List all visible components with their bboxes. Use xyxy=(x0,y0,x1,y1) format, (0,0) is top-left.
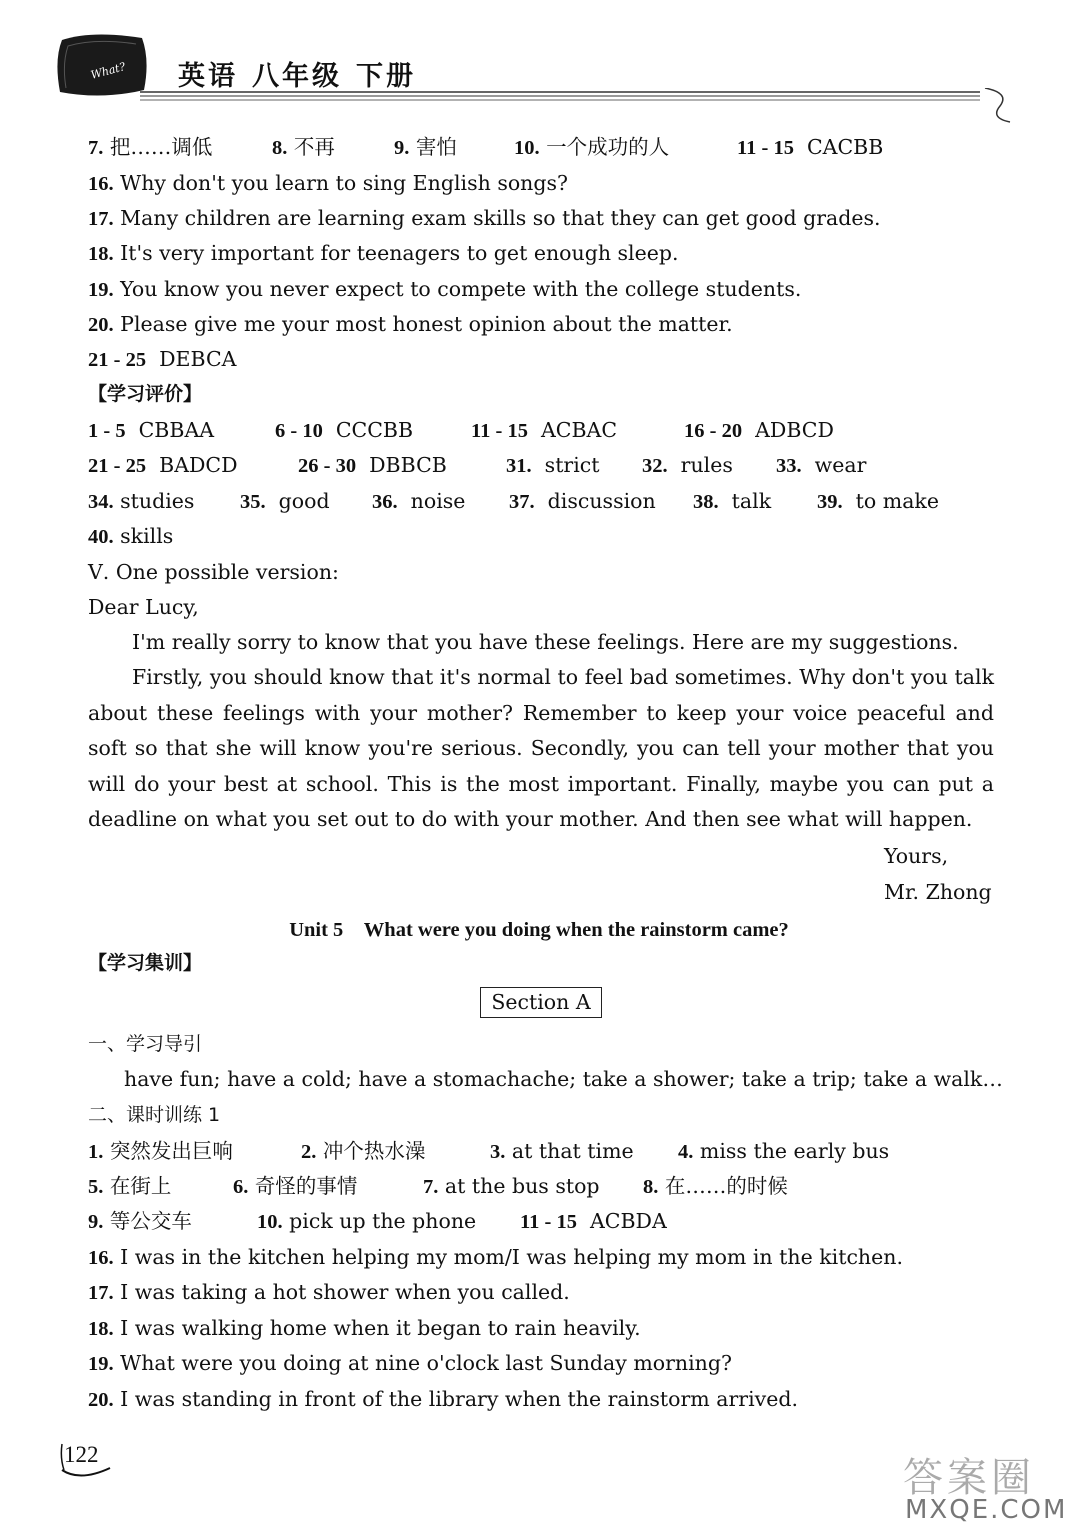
sentence-18: 18. I was walking home when it began to rain heavily. xyxy=(88,1316,641,1340)
unit-title: Unit 5 What were you doing when the rainstorm came? xyxy=(289,919,789,941)
section-label-evaluation: 【学习评价】 xyxy=(88,383,203,405)
header-badge-icon xyxy=(52,30,152,100)
watermark-logo: 答案圈 xyxy=(903,1455,1035,1501)
sentence-20: 20. Please give me your most honest opinion about the matter. xyxy=(88,312,733,336)
guide-text: have fun; have a cold; have a stomachache; take a shower; take a trip; take a walk… xyxy=(124,1067,1003,1091)
letter-greeting: Dear Lucy, xyxy=(88,595,199,619)
sentence-17: 17. I was taking a hot shower when you called. xyxy=(88,1280,570,1304)
letter-paragraph-2: Firstly, you should know that it's normal to feel bad sometimes. Why don't you talk about these feelings with your mother? Remember to keep your voice peaceful and soft so that she will know you're serious. Secondly, you can tell your mother that you will do your best at school. This is the most important. Finally, maybe you can put a deadline on what you set out to do with your mother. And then see what will happen. xyxy=(88,665,994,831)
answer-row-21-25: 21 - 25 DEBCA xyxy=(88,347,237,371)
page-number: 122 xyxy=(60,1440,116,1480)
sentence-17: 17. Many children are learning exam skills so that they can get good grades. xyxy=(88,206,881,230)
sentence-18: 18. It's very important for teenagers to get enough sleep. xyxy=(88,241,679,265)
svg-text:What?: What? xyxy=(89,60,127,82)
guide-label: 一、学习导引 xyxy=(88,1033,203,1055)
letter-signature: Mr. Zhong xyxy=(884,880,992,904)
letter-closing: Yours, xyxy=(884,844,949,868)
sentence-19: 19. What were you doing at nine o'clock last Sunday morning? xyxy=(88,1351,733,1375)
sentence-16: 16. Why don't you learn to sing English songs? xyxy=(88,171,569,195)
section-label-collect: 【学习集训】 xyxy=(88,952,203,974)
sentence-16: 16. I was in the kitchen helping my mom/I was helping my mom in the kitchen. xyxy=(88,1245,903,1269)
train-label: 二、课时训练 1 xyxy=(88,1104,221,1126)
page-header-title: 英语 八年级 下册 xyxy=(178,61,416,92)
header-rule-lines xyxy=(140,88,1020,124)
sentence-19: 19. You know you never expect to compete with the college students. xyxy=(88,277,802,301)
eval-row-4: 40. skills xyxy=(88,524,174,548)
writing-label: Ⅴ. One possible version: xyxy=(88,560,339,584)
letter-paragraph-1: I'm really sorry to know that you have these feelings. Here are my suggestions. xyxy=(132,630,959,654)
watermark-url: MXQE.COM xyxy=(905,1495,1068,1525)
section-a-box: Section A xyxy=(480,987,602,1018)
sentence-20: 20. I was standing in front of the library when the rainstorm arrived. xyxy=(88,1387,798,1411)
